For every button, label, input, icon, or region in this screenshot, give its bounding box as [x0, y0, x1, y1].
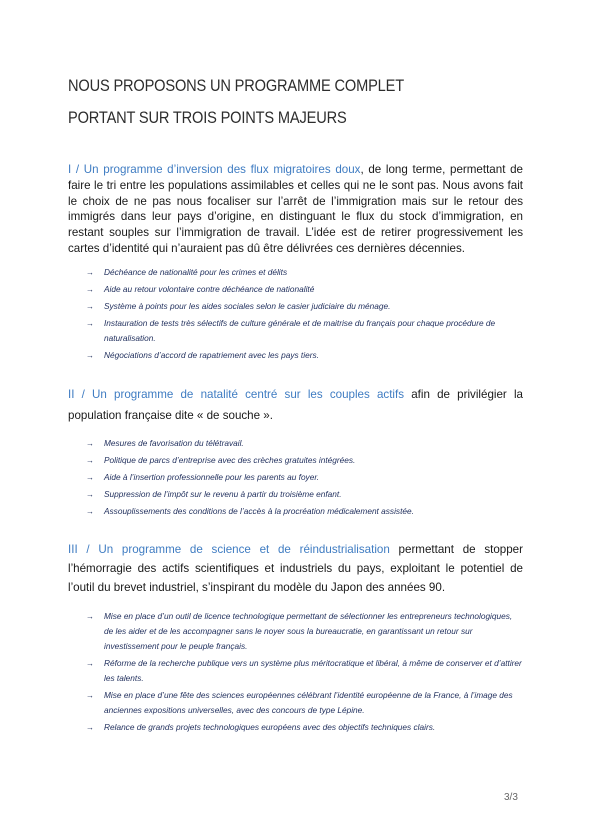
section-3-intro [68, 540, 523, 597]
list-item: → Instauration de tests très sélectifs de culture générale et de maitrise du français pour chaque procédure de naturalisation. [86, 318, 496, 344]
section-1-intro [68, 162, 523, 257]
section-1 [68, 162, 523, 365]
list-item: → Mise en place d’un outil de licence technologique permettant de sélectionner les entrepreneurs technologiques, de les aider et de les accompagner sans le noyer sous la bureaucratie, en garantissant un retour sur investissement pour le peuple français. [86, 611, 513, 651]
arrow-right-icon: → [86, 473, 94, 483]
list-item: → Mise en place d’une fête des sciences européennes célébrant l’identité européenne de la France, à l’image des anciennes expositions universelles, avec des concours de type Lépine. [86, 690, 513, 716]
list-item: → Relance de grands projets technologiques européens avec des objectifs techniques clairs. [68, 720, 523, 735]
section-3-lead: III / Un programme de science et de réindustrialisation [68, 543, 390, 556]
arrow-right-icon: → [86, 507, 94, 517]
arrow-right-icon: → [86, 319, 94, 329]
list-item: → Système à points pour les aides sociales selon le casier judiciaire du ménage. [68, 299, 523, 314]
list-item: → Politique de parcs d’entreprise avec des crèches gratuites intégrées. [68, 453, 523, 468]
arrow-right-icon: → [86, 723, 94, 733]
title-line-2: PORTANT SUR TROIS POINTS MAJEURS [68, 108, 347, 127]
page-number: 3/3 [504, 792, 518, 803]
section-2-lead: II / Un programme de natalité centré sur les couples actifs [68, 388, 405, 401]
section-1-text: , de long terme, permettant de faire le tri entre les populations assimilables et celles qui ne le sont pas. Nous avons fait le choix de ne pas nous focaliser sur l’arrêt de l’immigration mais sur le retour des immigrés dans leur pays d’origine, en distinguant le flux du stock d’immigration, en restant souples sur l’immigration de travail. L’idée est de retirer progressivement les cartes d’identité qui n’auraient pas dû être délivrées ces dernières décennies. [68, 163, 523, 255]
arrow-right-icon: → [86, 691, 94, 701]
section-2-text: afin de privilégier la population française dite « de souche ». [68, 388, 523, 422]
section-3-list [68, 609, 523, 735]
section-3-text: permettant de stopper l’hémorragie des actifs scientifiques et industriels du pays, exploitant le potentiel de l’outil du brevet industriel, s’inspirant du modèle du Japon des années 90. [68, 543, 523, 594]
list-item: → Mesures de favorisation du télétravail. [68, 436, 523, 451]
section-3 [68, 540, 523, 737]
list-item: → Déchéance de nationalité pour les crimes et délits [68, 265, 523, 280]
list-item: → Suppression de l’impôt sur le revenu à partir du troisième enfant. [68, 487, 523, 502]
arrow-right-icon: → [86, 301, 94, 311]
arrow-right-icon: → [86, 612, 94, 621]
section-2-intro [68, 384, 523, 426]
section-1-list [68, 265, 523, 363]
arrow-right-icon: → [86, 267, 94, 277]
section-2 [68, 384, 523, 521]
arrow-right-icon: → [86, 490, 94, 500]
list-item: → Réforme de la recherche publique vers un système plus méritocratique et libéral, à même de conserver et d’attirer les talents. [86, 658, 522, 684]
list-item: → Négociations d’accord de rapatriement avec les pays tiers. [68, 348, 523, 363]
section-1-lead: I / Un programme d’inversion des flux migratoires doux [68, 163, 361, 176]
arrow-right-icon: → [86, 351, 94, 361]
arrow-right-icon: → [86, 439, 94, 448]
page-title [68, 70, 472, 134]
arrow-right-icon: → [86, 284, 94, 294]
list-item: → Aide à l’insertion professionnelle pour les parents au foyer. [68, 470, 523, 485]
section-2-list [68, 436, 523, 519]
title-line-1: NOUS PROPOSONS UN PROGRAMME COMPLET [68, 76, 404, 95]
list-item: → Aide au retour volontaire contre déchéance de nationalité [68, 282, 523, 297]
arrow-right-icon: → [86, 456, 94, 466]
list-item: → Assouplissements des conditions de l’accès à la procréation médicalement assistée. [68, 504, 523, 519]
arrow-right-icon: → [86, 659, 94, 669]
